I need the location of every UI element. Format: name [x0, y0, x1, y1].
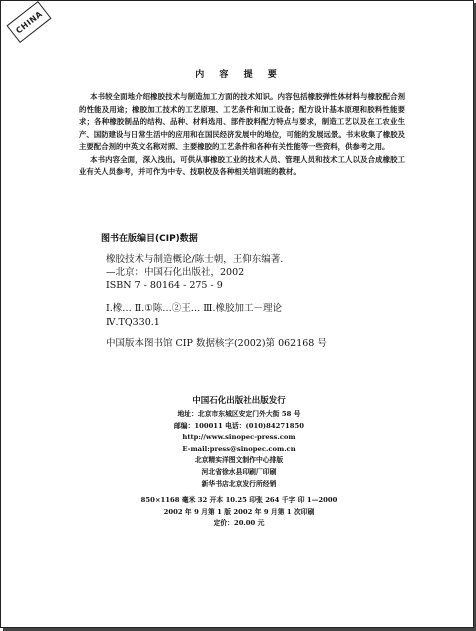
cip-class-line-1: Ⅰ.橡… Ⅱ.①陈…②王… Ⅲ.橡胶加工－理论	[106, 303, 282, 314]
cip-entry	[106, 253, 406, 292]
publisher-email: E-mail:press@sinopec.com.cn	[182, 444, 296, 453]
abstract-paragraph-1: 本书较全面地介绍橡胶技术与制造加工方面的技术知识。内容包括橡胶弹性体材料与橡胶配合剂的性能及用途；橡胶加工技术的工艺原理、工艺条件和加工设备；配方设计基本原理和胶料性能要求；各种橡胶制品的结构、品种、材料选用、部件胶料配方特点与要求，制造工艺以及在工农业生产、国防建设与日常生活中的应用和在国民经济发展中的地位，可能的发展远景。书末收集了橡胶及主要配合剂的中英文名称对照、主要橡胶的工艺条件和各种有关性能等一些资料，供参考之用。	[79, 92, 405, 151]
publisher-contact: 邮编：100011 电话：(010)84271850	[174, 421, 304, 430]
publisher-info	[1, 409, 476, 530]
cip-record-number: 中国版本图书馆 CIP 数据核字(2002)第 062168 号	[106, 338, 327, 349]
cip-class-line-2: Ⅳ.TQ330.1	[106, 316, 160, 328]
cip-isbn-line: ISBN 7 - 80164 - 275 - 9	[106, 280, 223, 291]
typesetter-line: 北京精实洋图文制作中心排版	[194, 456, 284, 465]
publisher-website: http://www.sinopec-press.com	[182, 433, 296, 442]
cip-publisher-line: —北京：中国石化出版社，2002	[106, 267, 245, 278]
publisher-name: 中国石化出版社出版发行	[192, 396, 286, 406]
format-line: 850×1168 毫米 32 开本 10.25 印张 264 千字 印 1—2000	[140, 496, 338, 505]
abstract-body	[79, 91, 405, 179]
abstract-title: 内 容 提 要	[195, 70, 283, 80]
price-line: 定价：20.00 元	[213, 519, 265, 528]
cip-heading: 图书在版编目(CIP)数据	[101, 234, 198, 244]
printer-line: 河北省徐水县印刷厂印刷	[201, 467, 277, 476]
china-stamp: CHINA	[6, 1, 51, 43]
abstract-paragraph-2: 本书内容全面，深入浅出。可供从事橡胶工业的技术人员、管理人员和技术工人以及合成橡胶工业有关人员参考，并可作为中专、技职校及各种相关培训班的教材。	[79, 154, 405, 176]
cip-title-line: 橡胶技术与制造概论/陈士朝，王仰东编著.	[106, 254, 284, 265]
distributor-line: 新华书店北京发行所经销	[201, 479, 277, 488]
edition-line: 2002 年 9 月第 1 版 2002 年 9 月第 1 次印刷	[163, 507, 315, 516]
publisher-address: 地址：北京市东城区安定门外大街 58 号	[177, 410, 301, 418]
cip-classification	[106, 302, 282, 329]
